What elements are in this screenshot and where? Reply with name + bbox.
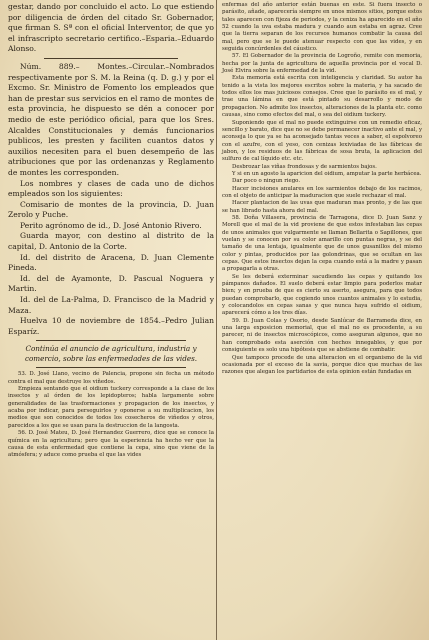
decree-signature: Huelva 10 de noviembre de 1854.–Pedro Julian Esparíz. <box>8 316 214 336</box>
closing-paragraph: gestar, dando por concluido el acto. Lo que estiendo por diligencia de órden del citado Sr. Gobernador, que firman S. Sª con el oficial Interventor, de que yo el infrascripto secretario certifico.–Esparia.–Eduardo Alonso. <box>8 2 214 54</box>
article-paragraph: Se les deberá exterminar sacudiendo las cepas y quitando los pámpanos dañados. El suelo deberá estar limpio para poderlos matar bien; y en prueba de que es cierto su aserto, asegura, para que todos puedan comprobarlo, que cogiendo unos cuantos animales y lo estudia, y colocandolos en cepas sanas y que nunca haya sufrido el oidium, aparecerá cómo a los tres días. <box>222 273 422 317</box>
article-paragraph: 56. D. José Mateu, D. José Hernandez Guerrero, dice que se conoce la química en la agricultura; pero que la esperiencia ha hecho ver que la causa de esta enfermedad que contiene la cepa, sino que viene de la atmósfera; y aduce como prueba el que las vides <box>8 430 214 459</box>
article-paragraph: 57. El Gobernador de la provincia de Logroño, remite con memoria, hecha por la junta de agricultura de aquella provincia por el vocal D. José Elvira sobre la enfermedad de la vid. <box>222 53 422 75</box>
article-paragraph: 59. D. Juan Colas y Osorio, desde Sanlúcar de Barrameda dice, en una larga exposicion memorial, que el mal no es procedente, a su parecer, ni de insectos microscópicos, como aseguran algunos, que no han comprobado esta aserción con hechos innegables, y que por consiguiente es solo una hipótesis que se abstiene de combatir. <box>222 317 422 354</box>
article-paragraph: 58. Doña Villasera, provincia de Tarragona, dice D. Juan Sanz y Morell que el mal de la vid proviene de que estos infestaban las cepas de unos animales que vulgarmente se llaman Bellarita o Sapillones, que vuelan y se conocen por su color amarillo con puntas negras, y se del tamaño de una lentaja, igualmente que de unos gusanillos del mismo color y pintas, producidos por las golondrinas, que se ocultan en las cepas. Que estos insectos dejan la cepa cuando está a la madre y pasan a propagarla a otras. <box>222 214 422 273</box>
article-paragraph: enfermas del año anterior están buenas en este. Si fuera insecto o parásito, añade, aparecería siempre en unos mismos sitios, porque estos tales aparecen con fijeza de periodos, y la ceniza ha aparecido en el año 52 cuando la uva estaba madura y cuando aun estaba en agraz. Cree que la tierra separan de los recursos humanos combatir la causa del mal, pero que se le puede atenuar respecto con que las vides, y en seguida concúrdenles del cáustico. <box>222 2 422 53</box>
decree-paragraph: Perito agrónomo de id., D. José Antonio Rivero. <box>20 220 202 230</box>
section-divider <box>36 340 186 341</box>
article-paragraph: Dar poco o ningun riego. <box>232 178 301 185</box>
decree-paragraph: Guarda mayor, con destino al distrito de la capital, D. Antonio de la Corte. <box>8 231 214 252</box>
decree-paragraph: Id. del distrito de Aracena, D. Juan Clemente Pineda. <box>8 252 214 273</box>
article-body-left <box>8 371 214 459</box>
article-paragraph: Empieza sentando que el oidium tuckery corresponde a la clase de los insectos y al órden de los lepidopteros; habla largamente sobre generalidades de las trasformaciones y propagacion de los insectos, y acaba por indicar, para perseguirlos y oponerse a su multiplicacion, los medios que son conocidos de todos los cosecheros de viñedos y otros, parecidos a los que se usan para la destruccion de la langosta. <box>8 386 214 429</box>
article-paragraph: 53. D. José Llano, vecino de Palencia, propone sin fecha un método contra el mal que destruye los viñedos. <box>8 371 214 385</box>
decree-paragraph: Id. del de La-Palma, D. Francisco de la Madrid y Maza. <box>8 295 214 315</box>
right-column <box>222 2 422 377</box>
article-paragraph: Hacer plantacion de las uvas que maduran mas pronto, y de las que se han librado hasta ahora del mal. <box>222 200 422 214</box>
article-paragraph: Y si en un agosto la aparicion del oidium, amputar la parte herbácea. <box>232 170 422 177</box>
montes-circular <box>8 62 214 337</box>
article-paragraph: Desbrozar las viñas frondosas y de sarmientos bajos. <box>232 163 377 170</box>
article-heading: Continúa el anuncio de agricultura, industria y comercio, sobre las enfermedades de las vides. <box>24 344 198 364</box>
left-column <box>8 2 214 460</box>
article-paragraph: Suponiendo que el mal no puede extinguirse con un remedio eficaz, sencillo y barato, dice que no se debe permanecer inactivo ante el mal, y aconseja lo que ya se ha aconsejado tantas veces a saber, el espolvoreo con el azufre, con el yeso, con cenizas lexiviadas de las fábricas de jabon, y los residuos de las fábricas de sosa bruta, la aplicacion del sulfuro de cal líquido etc. etc. <box>222 119 422 163</box>
article-paragraph: Que tampoco procede de una alteracion en el organismo de la vid ocasionada por el exceso de la savia, porque dice que muchas de las razones que alegan los partidarios de esta opinion están fundadas en <box>222 354 422 376</box>
article-paragraph: Esta memoria está escrita con inteligencia y claridad. Su autor ha tenido a la vista los mejores escritos sobre la materia, y ha sacado de todos ellos los mas juiciosos consejos. Cree que lo parásito es el mal, y trae una lámina en que está pintado su desarrollo y modo de propagacion. No admite los insectos, alteraciones de la planta etc. como causas, sino como efectos del mal, o sea del oidium tuckery. <box>222 75 422 119</box>
decree-paragraph: Comisario de montes de la provincia, D. Juan Zerolo y Puche. <box>8 199 214 220</box>
decree-paragraph: Núm. 889.– Montes.–Circular.–Nombrados respectivamente por S. M. la Reina (q. D. g.) y por el Excmo. Sr. Ministro de Fomento los empleados que han de prestar sus servicios en el ramo de montes de esta provincia, he dispuesto se dén a conocer por medio de este periódico oficial, para que los Sres. Alcaldes Constitucionales y demás funcionarios publicos, les presten y faciliten cuantos datos y auxilios necesiten para el buen desempeño de las atribuciones que por las ordenanzas y Reglamento de montes les corresponden. <box>8 61 214 177</box>
section-divider <box>44 58 178 59</box>
decree-paragraph: Los nombres y clases de cada uno de dichos empleados son los siguientes: <box>8 178 214 199</box>
column-divider <box>216 0 217 640</box>
section-divider <box>36 367 186 368</box>
article-body-right <box>222 2 422 377</box>
decree-paragraph: Id. del de Ayamonte, D. Pascual Noguera y Martin. <box>8 273 214 294</box>
article-paragraph: Hacer incisiones anulares en los sarmientos debajo de los racimos, con el objeto de anticipar la maduracion que suele rechazar el mal. <box>222 185 422 199</box>
